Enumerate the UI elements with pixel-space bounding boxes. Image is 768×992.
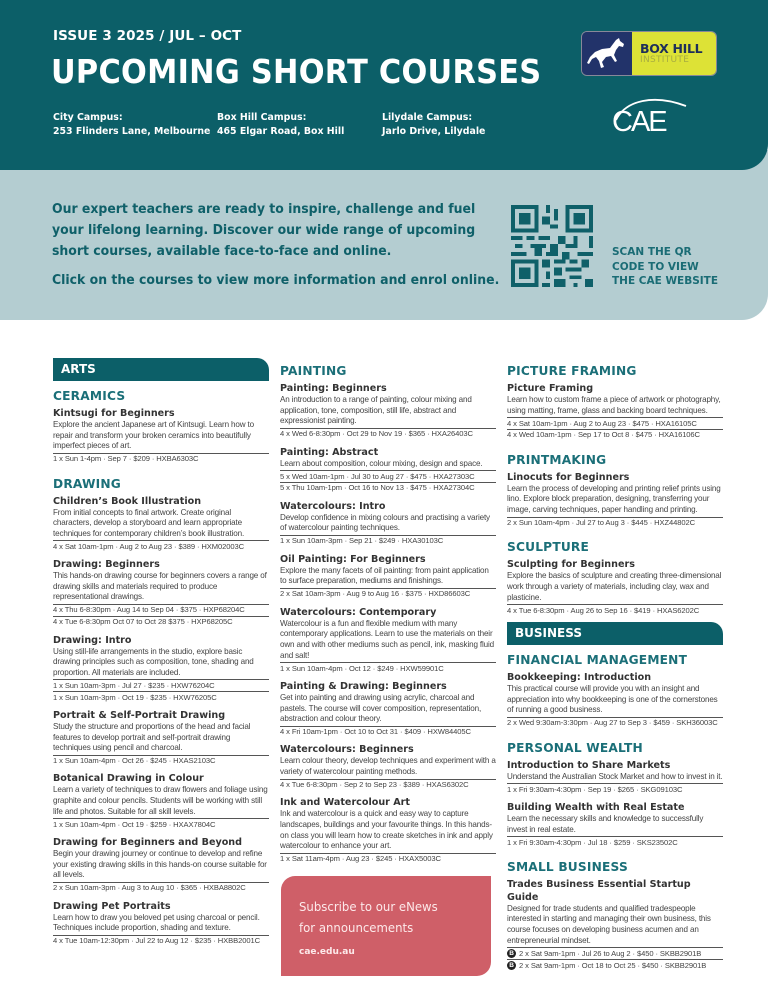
course-description: Begin your drawing journey or continue to develop and refine your existing drawing skills in this hands-on course suitable for all levels. [53, 849, 267, 880]
course-session[interactable]: 4 x Sat 10am-1pm · Aug 2 to Aug 23 · $475 · HXA16105C [507, 417, 723, 429]
campus-address: 253 Flinders Lane, Melbourne [53, 126, 211, 137]
course-title[interactable]: Oil Painting: For Beginners [280, 553, 426, 565]
course-session[interactable]: 5 x Thu 10am-1pm · Oct 16 to Nov 13 · $475 · HXA27304C [280, 482, 496, 494]
campus-city [53, 111, 210, 139]
course-session[interactable]: 2 x Sun 10am-3pm · Aug 3 to Aug 10 · $365 · HXBA8802C [53, 882, 269, 894]
header-banner [0, 0, 768, 170]
course-description: Watercolour is a fun and flexible medium with many contemporary applications. Learn to use the materials on their own and with other mediums such as pencil, ink, masking fluid and salt! [280, 618, 494, 660]
course-title[interactable]: Portrait & Self-Portrait Drawing [53, 709, 226, 721]
campus-address: Jarlo Drive, Lilydale [382, 126, 486, 137]
course-session[interactable]: 2 x Sat 10am-3pm · Aug 9 to Aug 16 · $375 · HXD86603C [280, 588, 496, 600]
course-title[interactable]: Painting & Drawing: Beginners [280, 680, 447, 692]
course-session[interactable] [507, 959, 723, 971]
course-session[interactable]: 1 x Sun 10am-4pm · Oct 26 · $245 · HXAS2103C [53, 755, 269, 767]
column-3 [507, 362, 723, 977]
course-description: Learn about composition, colour mixing, design and space. [280, 458, 483, 468]
intro-paragraph: Our expert teachers are ready to inspire, challenge and fuel your lifelong learning. Discover our wide range of upcoming short courses, available face-to-face and online. [52, 202, 476, 259]
enrol-instruction: Click on the courses to view more information and enrol online. [52, 273, 500, 288]
course-description: Learn how to draw you beloved pet using charcoal or pencil. Techniques include proportion, shading and texture. [53, 912, 260, 933]
course-session[interactable]: 5 x Wed 10am-1pm · Jul 30 to Aug 27 · $475 · HXA27303C [280, 470, 496, 482]
course-oil-painting[interactable] [280, 553, 496, 600]
course-session[interactable]: 4 x Tue 6-8:30pm · Sep 2 to Sep 23 · $389 · HXAS6302C [280, 779, 496, 791]
course-botanical-drawing[interactable] [53, 772, 269, 830]
course-share-markets[interactable] [507, 759, 723, 795]
intro-text [52, 199, 500, 291]
course-title[interactable]: Painting: Abstract [280, 446, 379, 458]
category-arts: ARTS [53, 358, 269, 381]
course-description: This practical course will provide you with an insight and appreciation into why bookkeeping is one of the cornerstones of running a good business. [507, 683, 718, 715]
course-session[interactable]: 2 x Wed 9:30am-3:30pm · Aug 27 to Sep 3 · $459 · SKH36003C [507, 717, 723, 729]
course-title[interactable]: Drawing: Intro [53, 634, 132, 646]
section-picture-framing: PICTURE FRAMING [507, 364, 637, 378]
campus-lilydale [382, 111, 485, 139]
course-description: From initial concepts to final artwork. Create original characters, develop a storyboard and learn appropriate techniques for contemporary children’s book illustration. [53, 507, 245, 538]
logo-text-institute: INSTITUTE [640, 54, 690, 65]
course-session[interactable]: 1 x Sun 1-4pm · Sep 7 · $209 · HXBA6303C [53, 453, 269, 465]
course-watercolours-beginners[interactable] [280, 743, 496, 790]
section-sculpture: SCULPTURE [507, 540, 590, 555]
cae-logo-text: CAE [612, 106, 666, 138]
course-title[interactable]: Botanical Drawing in Colour [53, 773, 204, 785]
course-description: Understand the Australian Stock Market and how to invest in it. [507, 771, 723, 781]
course-description: Learn how to custom frame a piece of artwork or photography, using matting, frame, glass and backing board techniques. [507, 395, 721, 415]
course-description: Explore the basics of sculpture and creating three-dimensional work through a variety of materials, including clay, wax and plasticine. [507, 571, 722, 602]
subscribe-line: for announcements [299, 920, 414, 935]
course-pet-portraits[interactable] [53, 900, 269, 947]
course-session[interactable]: 1 x Fri 9:30am-4:30pm · Jul 18 · $259 · SKS23502C [507, 836, 723, 848]
column-2 [280, 362, 496, 871]
course-drawing-intro[interactable] [53, 634, 269, 703]
section-ceramics: CERAMICS [53, 389, 126, 403]
course-bookkeeping[interactable] [507, 671, 723, 729]
box-hill-campus-badge-icon: B [507, 961, 516, 970]
subscribe-line: Subscribe to our eNews [299, 899, 438, 914]
course-title[interactable]: Ink and Watercolour Art [280, 797, 410, 809]
course-session[interactable]: 1 x Sun 10am-4pm · Oct 12 · $249 · HXW59901C [280, 662, 496, 674]
course-linocuts[interactable] [507, 471, 723, 529]
qr-code-icon[interactable] [511, 205, 593, 287]
course-session[interactable]: 1 x Sun 10am-4pm · Oct 19 · $259 · HXAX7804C [53, 818, 269, 830]
scan-line: CODE TO VIEW [612, 260, 699, 273]
page-title: UPCOMING SHORT COURSES [51, 52, 542, 91]
section-small-business: SMALL BUSINESS [507, 859, 628, 874]
box-hill-institute-logo[interactable] [581, 31, 717, 76]
course-title[interactable]: Watercolours: Intro [280, 500, 386, 512]
course-title[interactable]: Children’s Book Illustration [53, 495, 202, 507]
scan-qr-instruction [612, 245, 718, 289]
course-description: Learn the process of developing and printing relief prints using lino. Explore block preparation, designing, transferring your image, carving techniques, paper handling and printing. [507, 483, 721, 514]
box-hill-campus-badge-icon: B [507, 949, 516, 958]
section-drawing: DRAWING [53, 476, 121, 491]
horse-icon [582, 32, 632, 75]
course-session[interactable]: 1 x Sun 10am-3pm · Sep 21 · $249 · HXA30103C [280, 535, 496, 547]
cae-logo[interactable] [604, 92, 694, 142]
course-session[interactable]: 4 x Fri 10am-1pm · Oct 10 to Oct 31 · $409 · HXW84405C [280, 726, 496, 738]
course-sculpting[interactable] [507, 558, 723, 616]
course-trades-business-startup[interactable] [507, 878, 723, 971]
course-session[interactable] [507, 947, 723, 959]
course-description: Using still-life arrangements in the studio, explore basic drawing principles such as composition, tone, shading and proportion. All materials are included. [53, 646, 254, 677]
course-description: Develop confidence in mixing colours and practising a variety of watercolour painting techniques. [280, 512, 490, 533]
course-session[interactable]: 1 x Sat 11am-4pm · Aug 23 · $245 · HXAX5003C [280, 853, 496, 865]
section-financial-management: FINANCIAL MANAGEMENT [507, 652, 688, 667]
course-session[interactable]: 1 x Sun 10am-3pm · Oct 19 · $235 · HXW76205C [53, 691, 269, 703]
campus-name: City Campus: [53, 112, 123, 123]
course-description: Explore the ancient Japanese art of Kintsugi. Learn how to repair and transform your broken ceramics into beautifully imperfect pieces of art. [53, 420, 254, 451]
course-session[interactable]: 2 x Sun 10am-4pm · Jul 27 to Aug 3 · $445 · HXZ44802C [507, 517, 723, 529]
course-title[interactable]: Trades Business Essential Startup Guide [507, 878, 691, 903]
session-text: 2 x Sat 9am-1pm · Jul 26 to Aug 2 · $450 · SKBB2901B [519, 948, 702, 958]
campus-name: Lilydale Campus: [382, 112, 473, 123]
campus-name: Box Hill Campus: [217, 112, 307, 123]
course-watercolours-intro[interactable] [280, 500, 496, 547]
course-session[interactable]: 4 x Thu 6-8:30pm · Aug 14 to Sep 04 · $375 · HXP68204C [53, 604, 269, 616]
subscribe-enews-banner[interactable] [281, 876, 491, 976]
course-title[interactable]: Watercolours: Contemporary [280, 606, 437, 618]
logo-text-box-hill: BOX HILL [640, 40, 703, 56]
course-title[interactable]: Linocuts for Beginners [507, 471, 630, 483]
course-session[interactable]: 4 x Tue 10am-12:30pm · Jul 22 to Aug 12 · $235 · HXBB2001C [53, 935, 269, 947]
course-title[interactable]: Bookkeeping: Introduction [507, 671, 652, 683]
course-session[interactable]: 4 x Tue 6-8:30pm · Aug 26 to Sep 16 · $419 · HXAS6202C [507, 604, 723, 616]
campus-box-hill [217, 111, 344, 139]
course-drawing-beginners-beyond[interactable] [53, 836, 269, 894]
course-title[interactable]: Drawing: Beginners [53, 559, 160, 571]
course-title[interactable]: Introduction to Share Markets [507, 759, 671, 771]
course-title[interactable]: Kintsugi for Beginners [53, 408, 175, 419]
section-printmaking: PRINTMAKING [507, 452, 607, 467]
course-title[interactable]: Building Wealth with Real Estate [507, 801, 685, 813]
course-description: Study the structure and proportions of the head and facial features to develop portrait and self-portrait drawing techniques using pencil and charcoal. [53, 721, 251, 753]
course-description: Learn a variety of techniques to draw flowers and foliage using graphite and colour pencils. Students will be working with still life and photos. Suitable for all skill levels. [53, 785, 268, 816]
section-painting: PAINTING [280, 364, 347, 378]
course-session[interactable]: 4 x Tue 6-8:30pm Oct 07 to Oct 28 $375 · HXP68205C [53, 616, 269, 628]
scan-line: THE CAE WEBSITE [612, 275, 718, 287]
course-drawing-beginners[interactable] [53, 558, 269, 627]
course-watercolours-contemporary[interactable] [280, 606, 496, 674]
course-description: Learn colour theory, develop techniques and experiment with a variety of watercolour painting methods. [280, 756, 496, 777]
course-kintsugi[interactable] [53, 407, 269, 465]
course-session[interactable]: 1 x Fri 9:30am-4:30pm · Sep 19 · $265 · SKG09103C [507, 783, 723, 795]
course-description: This hands-on drawing course for beginners covers a range of drawing skills and materials required to produce representational drawings. [53, 571, 267, 602]
course-session[interactable]: 4 x Wed 10am-1pm · Sep 17 to Oct 8 · $475 · HXA16106C [507, 429, 723, 441]
course-title[interactable]: Watercolours: Beginners [280, 744, 414, 756]
course-painting-drawing-beginners[interactable] [280, 680, 496, 738]
course-description: Explore the many facets of oil painting: from paint application to surface preparation, mediums and finishings. [280, 565, 489, 586]
scan-line: SCAN THE QR [612, 246, 692, 258]
course-session[interactable]: 4 x Sat 10am-1pm · Aug 2 to Aug 23 · $389 · HXM02003C [53, 540, 269, 552]
course-ink-watercolour[interactable] [280, 796, 496, 864]
course-session[interactable]: 1 x Sun 10am-3pm · Jul 27 · $235 · HXW76204C [53, 679, 269, 691]
course-real-estate[interactable] [507, 801, 723, 848]
session-text: 2 x Sat 9am-1pm · Oct 18 to Oct 25 · $450 · SKBB2901B [519, 960, 707, 970]
course-title[interactable]: Painting: Beginners [280, 383, 387, 394]
course-title[interactable]: Sculpting for Beginners [507, 559, 635, 571]
course-title[interactable]: Drawing for Beginners and Beyond [53, 837, 242, 849]
course-session[interactable]: 4 x Wed 6-8:30pm · Oct 29 to Nov 19 · $365 · HXA26403C [280, 428, 496, 440]
campus-address: 465 Elgar Road, Box Hill [217, 126, 345, 137]
section-personal-wealth: PERSONAL WEALTH [507, 740, 643, 755]
website-link[interactable]: cae.edu.au [299, 947, 355, 957]
course-painting-beginners[interactable] [280, 382, 496, 440]
course-picture-framing[interactable] [507, 382, 723, 441]
course-title[interactable]: Picture Framing [507, 383, 594, 394]
course-description: Designed for trade students and qualified tradespeople interested in starting and managing their own business, this course focuses on developing business acumen and an entrepreneurial mindset. [507, 903, 711, 945]
course-description: Get into painting and drawing using acrylic, charcoal and pastels. The course will cover composition, representation, abstraction and colour theory. [280, 692, 482, 724]
course-description: Learn the necessary skills and knowledge to successfully invest in real estate. [507, 813, 704, 834]
course-childrens-book-illustration[interactable] [53, 495, 269, 553]
course-painting-abstract[interactable] [280, 446, 496, 494]
category-business: BUSINESS [507, 622, 723, 645]
course-description: An introduction to a range of painting, colour mixing and application, tone, composition, still life, abstract and expressionist painting. [280, 395, 472, 426]
course-title[interactable]: Drawing Pet Portraits [53, 900, 171, 912]
course-portrait-drawing[interactable] [53, 709, 269, 767]
column-1 [53, 358, 269, 953]
issue-label: ISSUE 3 2025 / JUL – OCT [53, 28, 242, 44]
course-description: Ink and watercolour is a quick and easy way to capture landscapes, buildings and your favourite things. In this hands-on class you will learn how to create sketches in ink and apply watercolour to enhance your art. [280, 809, 493, 851]
